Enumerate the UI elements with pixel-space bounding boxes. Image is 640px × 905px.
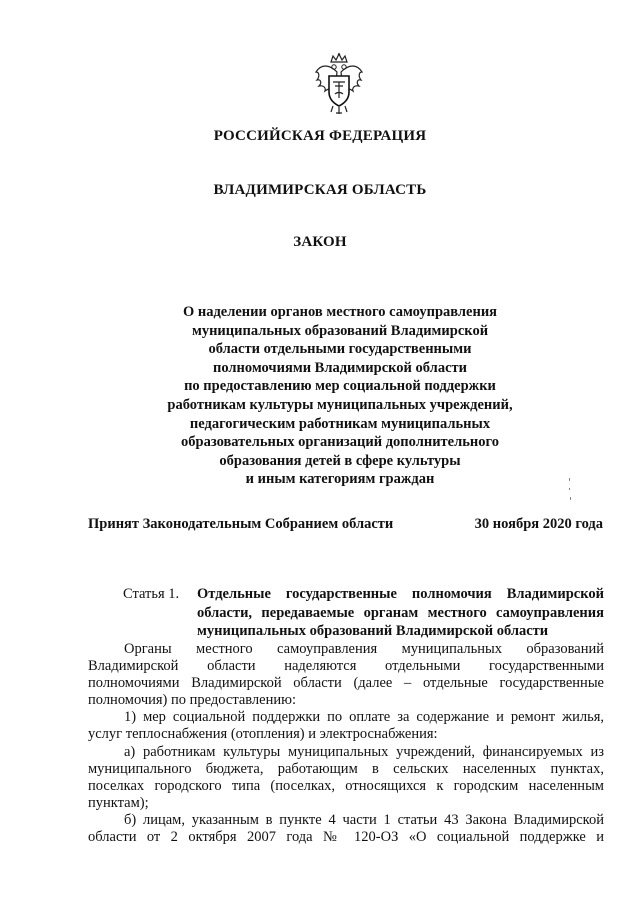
adopted-by: Принят Законодательным Собранием области xyxy=(88,516,394,532)
law-title-line: и иным категориям граждан xyxy=(245,471,435,488)
body-line: 1) мер социальной поддержки по оплате за содержание и ремонт жилья, xyxy=(124,709,604,726)
law-title-line: образовательных организаций дополнительного xyxy=(181,434,499,451)
scan-speck xyxy=(569,488,570,490)
law-title-line: работникам культуры муниципальных учреждений, xyxy=(167,396,513,413)
law-title-line: области отдельными государственными xyxy=(208,341,472,358)
law-title-line: полномочиями Владимирской области xyxy=(213,359,467,376)
region-title: ВЛАДИМИРСКАЯ ОБЛАСТЬ xyxy=(213,182,427,198)
scan-speck xyxy=(569,478,570,481)
document-type: ЗАКОН xyxy=(293,234,347,250)
body-line: услуг теплоснабжения (отопления) и электроснабжения: xyxy=(88,726,438,743)
body-line: б) лицам, указанным в пункте 4 части 1 статьи 43 Закона Владимирской xyxy=(124,811,604,828)
article-body xyxy=(88,641,604,846)
law-title-line: О наделении органов местного самоуправления xyxy=(182,304,498,320)
adoption-date: 30 ноября 2020 года xyxy=(474,516,603,532)
body-line: а) работникам культуры муниципальных учреждений, финансируемых из xyxy=(124,743,604,760)
article-heading-line: области, передаваемые органам местного самоуправления xyxy=(197,604,604,621)
law-title-line: педагогическим работникам муниципальных xyxy=(189,415,491,432)
law-title xyxy=(140,303,540,489)
body-line: поселках городского типа (поселках, относящихся к городским населенным xyxy=(88,777,604,794)
body-line: Органы местного самоуправления муниципальных образований xyxy=(124,641,604,657)
body-line: пунктам); xyxy=(88,794,149,811)
body-line: муниципального бюджета, работающим в сельских населенных пунктах, xyxy=(88,760,604,777)
body-line: полномочиями Владимирской области (далее – отдельные государственные xyxy=(88,675,604,692)
coat-of-arms-icon xyxy=(313,52,365,116)
body-line: полномочия) по предоставлению: xyxy=(88,692,296,709)
scan-speck xyxy=(570,497,571,500)
article-label: Статья 1. xyxy=(123,586,180,602)
law-title-line: по предоставлению мер социальной поддержки xyxy=(184,378,496,395)
body-line: области от 2 октября 2007 года № 120-ОЗ «О социальной поддержке и xyxy=(88,829,604,846)
law-title-line: муниципальных образований Владимирской xyxy=(191,322,489,339)
body-line: Владимирской области наделяются отдельными государственными xyxy=(88,658,604,675)
article-heading-line: муниципальных образований Владимирской области xyxy=(197,623,549,640)
country-title: РОССИЙСКАЯ ФЕДЕРАЦИЯ xyxy=(213,128,427,144)
article-heading xyxy=(197,585,604,641)
law-title-line: образования детей в сфере культуры xyxy=(219,452,461,469)
article-heading-line: Отдельные государственные полномочия Владимирской xyxy=(197,586,604,602)
